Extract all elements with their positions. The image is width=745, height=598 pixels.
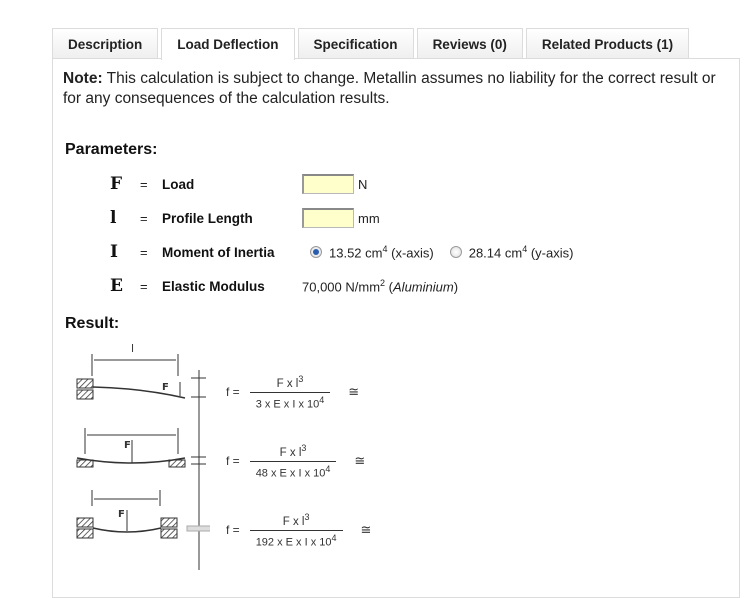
elastic-modulus-label: Elastic Modulus bbox=[162, 278, 265, 294]
param-row-inertia bbox=[110, 240, 589, 264]
profile-length-label: Profile Length bbox=[162, 210, 253, 226]
symbol-E: E bbox=[110, 276, 123, 296]
equals-sign: = bbox=[140, 278, 148, 294]
profile-length-input[interactable] bbox=[302, 208, 354, 228]
radio-x-axis[interactable] bbox=[310, 246, 322, 258]
disclaimer-note bbox=[63, 69, 723, 109]
tab-specification[interactable]: Specification bbox=[298, 28, 414, 58]
tab-description[interactable]: Description bbox=[52, 28, 158, 58]
parameters-heading: Parameters: bbox=[65, 141, 158, 158]
formula-simply-supported: f = $\frac{F x l^3}{48 x E x I x 10^4}$ ≅ bbox=[226, 443, 366, 480]
tab-related-products[interactable]: Related Products (1) bbox=[526, 28, 689, 58]
equals-sign: = bbox=[140, 176, 148, 192]
simply-supported-diagram bbox=[77, 420, 206, 570]
equals-sign: = bbox=[140, 244, 148, 260]
y-axis-option-label[interactable]: 28.14 $cm^4$ (y-axis) bbox=[468, 243, 574, 261]
symbol-l: l bbox=[110, 208, 117, 228]
note-text: This calculation is subject to change. Metallin assumes no liability for the correct result or for any consequences of the calculation results. bbox=[63, 70, 716, 107]
result-heading: Result: bbox=[65, 315, 120, 332]
svg-text:F: F bbox=[162, 382, 169, 393]
approx-result: ≅ bbox=[354, 453, 366, 469]
formula-fixed-both-ends: f = $\frac{F x l^3}{192 x E x I x 10^4}$ ≅ bbox=[226, 512, 372, 549]
radio-y-axis[interactable] bbox=[450, 246, 462, 258]
tab-bar bbox=[52, 28, 692, 59]
svg-text:l: l bbox=[131, 342, 135, 355]
cantilever-diagram bbox=[77, 342, 206, 420]
approx-result: ≅ bbox=[348, 384, 360, 400]
approx-result: ≅ bbox=[360, 522, 372, 538]
svg-text:F: F bbox=[118, 509, 125, 520]
note-prefix: Note: bbox=[63, 70, 103, 87]
tab-reviews[interactable]: Reviews (0) bbox=[417, 28, 523, 58]
symbol-F: F bbox=[110, 174, 123, 194]
beam-diagrams bbox=[70, 340, 210, 570]
param-row-load bbox=[110, 172, 367, 196]
x-axis-option-label[interactable]: 13.52 $cm^4$ (x-axis) bbox=[329, 243, 434, 261]
formula-cantilever: f = $\frac{F x l^3}{3 x E x I x 10^4}$ ≅ bbox=[226, 374, 360, 411]
param-row-length bbox=[110, 206, 380, 230]
tab-load-deflection[interactable]: Load Deflection bbox=[161, 28, 294, 60]
load-label: Load bbox=[162, 176, 195, 192]
equals-sign: = bbox=[140, 210, 148, 226]
load-input[interactable] bbox=[302, 174, 354, 194]
load-unit: N bbox=[358, 176, 368, 192]
elastic-modulus-value: 70,000 $N/mm^2$ (Aluminium) bbox=[302, 277, 459, 295]
length-unit: mm bbox=[358, 210, 380, 226]
fixed-both-ends-diagram bbox=[77, 490, 210, 538]
svg-text:F: F bbox=[124, 440, 131, 451]
symbol-I: I bbox=[110, 242, 118, 262]
moment-of-inertia-label: Moment of Inertia bbox=[162, 244, 275, 260]
param-row-modulus bbox=[110, 274, 474, 298]
